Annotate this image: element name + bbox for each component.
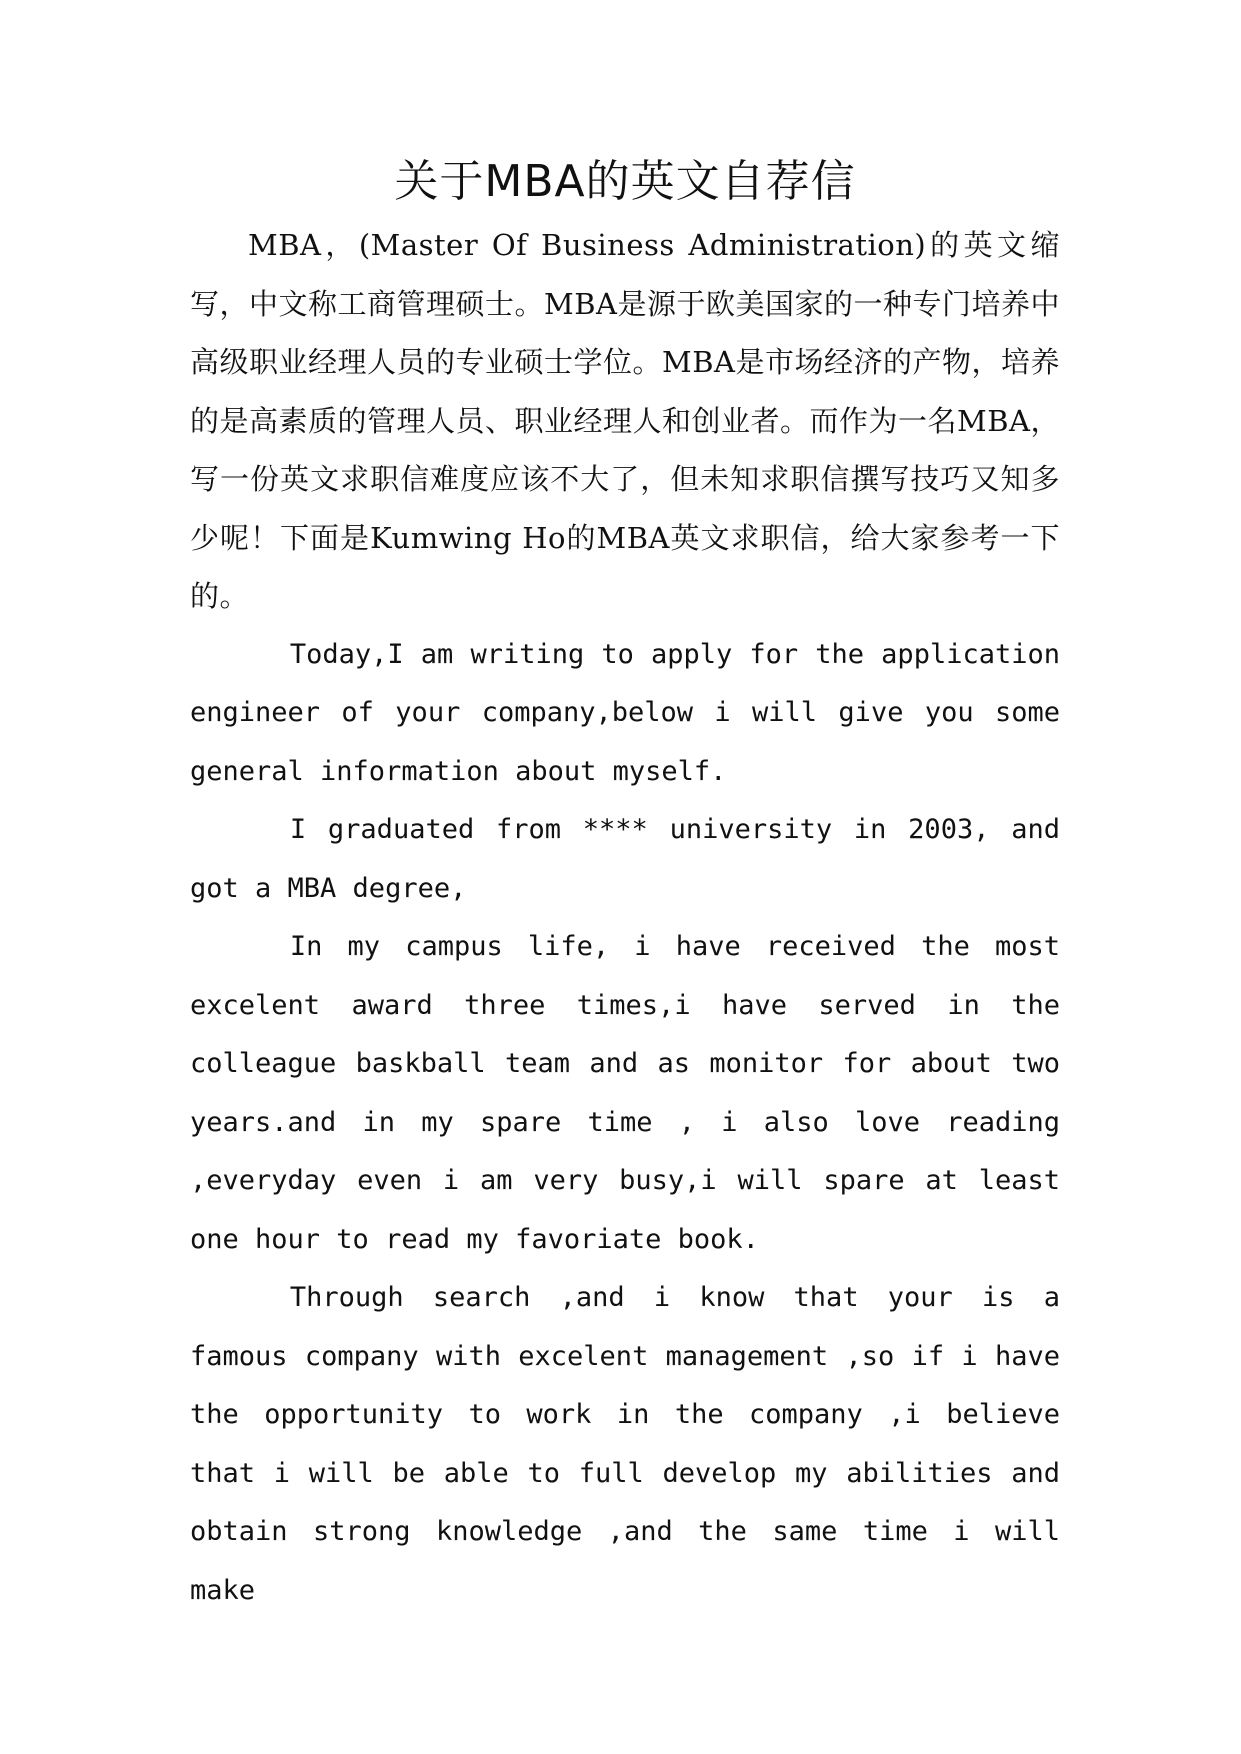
document-title: 关于MBA的英文自荐信 xyxy=(394,156,856,207)
document-body xyxy=(190,150,1060,1620)
application-paragraph: Today,I am writing to apply for the application engineer of your company,below i will give you some general information about myself. xyxy=(190,638,1060,787)
campus-life-paragraph: In my campus life, i have received the most excelent award three times,i have served in the colleague baskball team and as monitor for about two years.and in my spare time , i also love reading ,everyday even i am very busy,i will spare at least one hour to read my favoriate book. xyxy=(190,931,1060,1255)
company-paragraph: Through search ,and i know that your is a famous company with excelent management ,so if i have the opportunity to work in the company ,i believe that i will be able to full develop my abilities and obtain strong knowledge ,and the same time i will make xyxy=(190,1282,1060,1606)
intro-paragraph: MBA，(Master Of Business Administration)的英文缩写，中文称工商管理硕士。MBA是源于欧美国家的一种专门培养中高级职业经理人员的专业硕士学位。MBA是市场经济的产物，培养的是高素质的管理人员、职业经理人和创业者。而作为一名MBA，写一份英文求职信难度应该不大了，但未知求职信撰写技巧又知多少呢！下面是Kumwing Ho的MBA英文求职信，给大家参考一下的。 xyxy=(190,228,1060,613)
education-paragraph: I graduated from **** university in 2003, and got a MBA degree, xyxy=(190,814,1060,904)
